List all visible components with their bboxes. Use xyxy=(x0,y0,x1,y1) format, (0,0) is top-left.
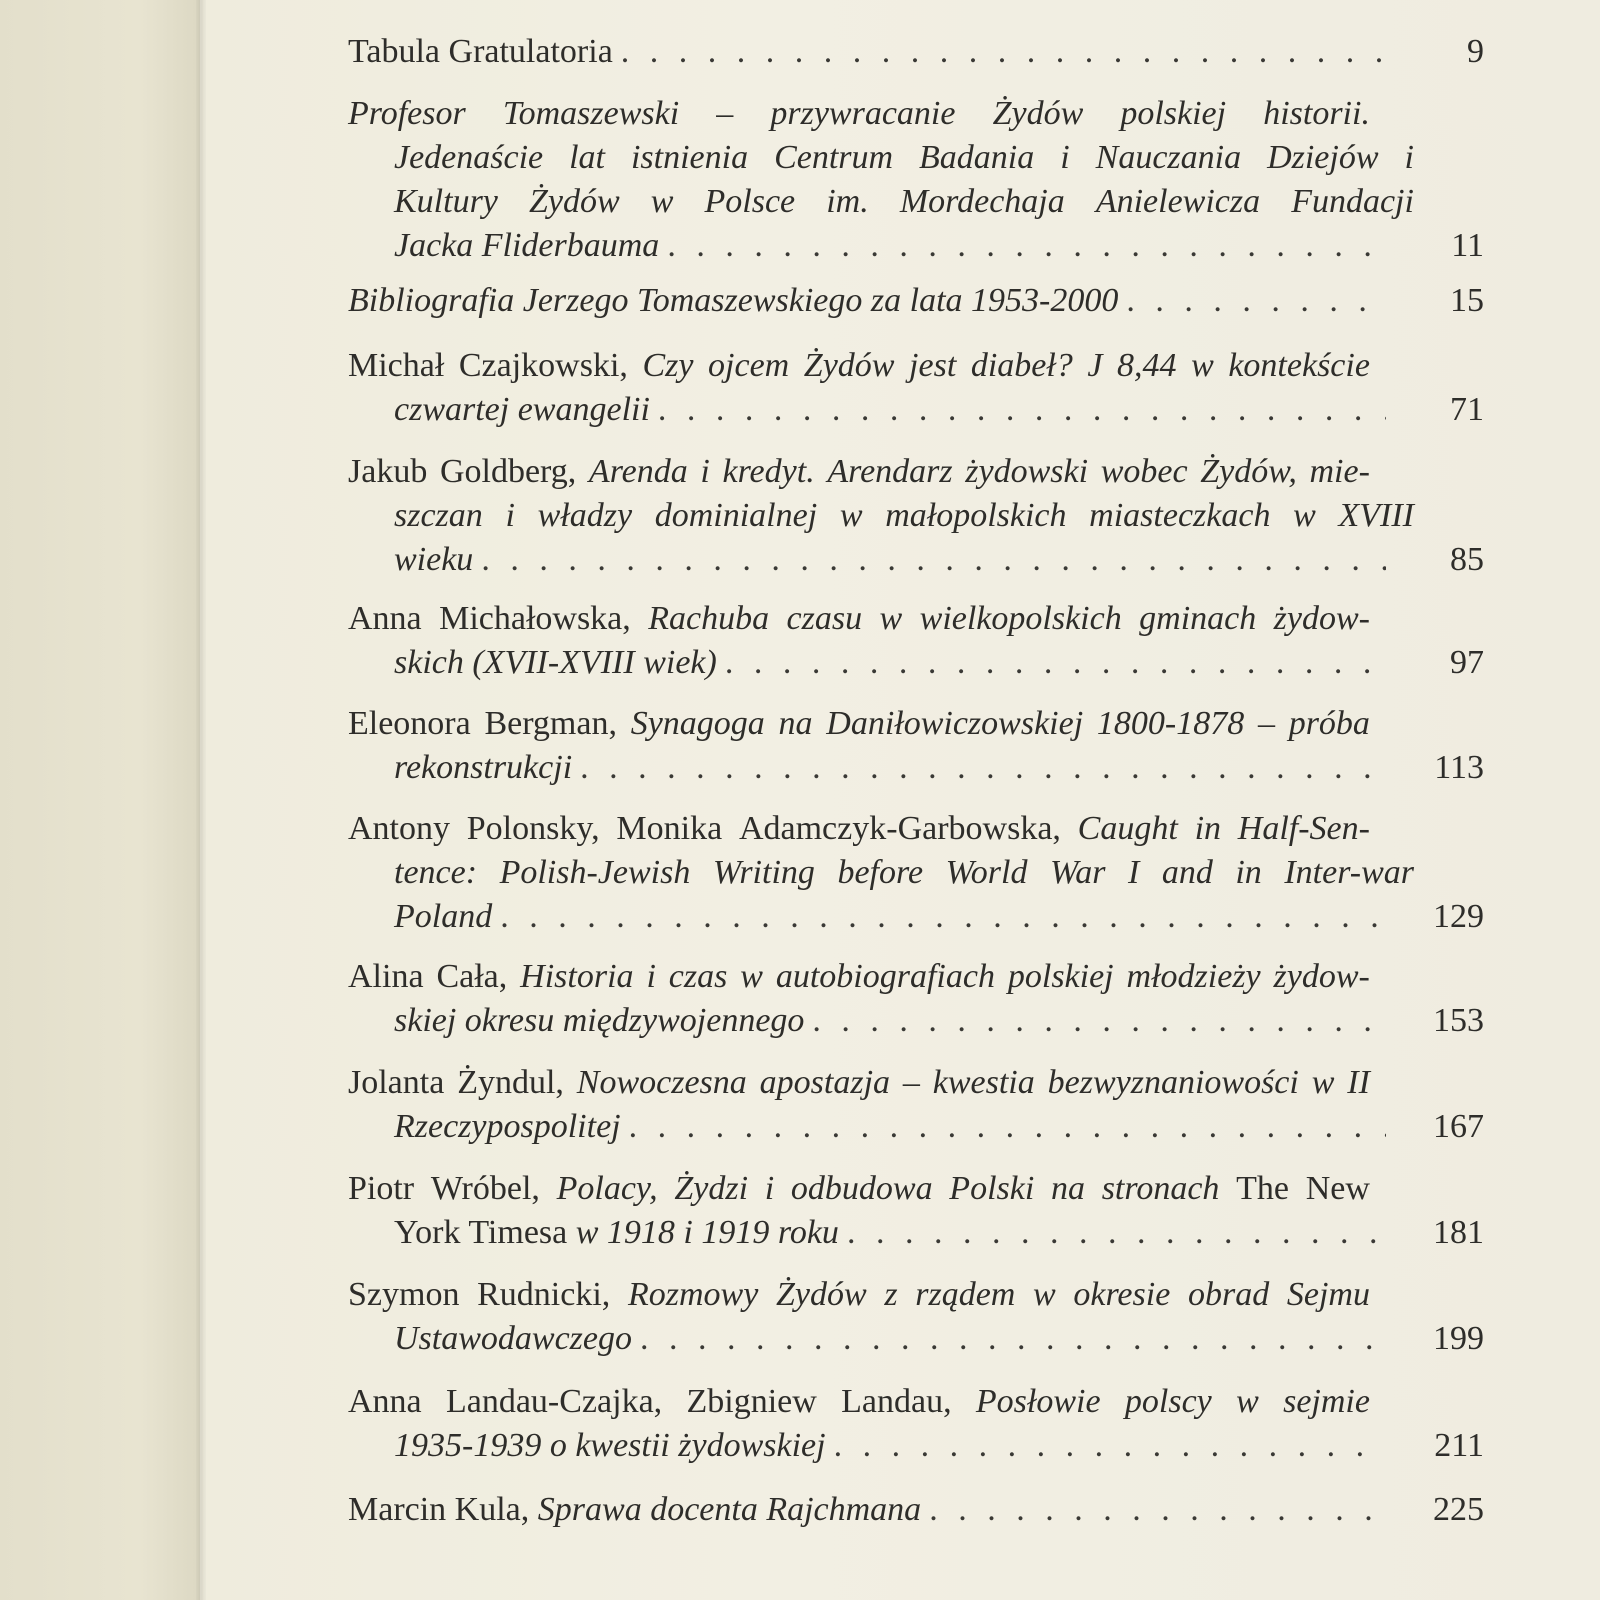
justified-word: Anna xyxy=(348,600,422,637)
justified-word: in xyxy=(1194,810,1222,847)
entry-text xyxy=(348,1488,921,1532)
toc-entry-line xyxy=(348,1273,1370,1317)
page-number: 71 xyxy=(1450,391,1484,428)
justified-word: i xyxy=(1404,139,1414,176)
page-number: 167 xyxy=(1433,1108,1484,1145)
entry-text xyxy=(348,30,613,74)
justified-word: Antony xyxy=(348,810,450,847)
entry-text xyxy=(394,999,804,1043)
justified-word: Goldberg, xyxy=(439,453,577,490)
entry-title-text: 1935-1939 o kwestii żydowskiej xyxy=(394,1427,826,1464)
entry-text xyxy=(394,1211,839,1255)
justified-word: żydowski xyxy=(965,453,1089,490)
justified-word: Writing xyxy=(712,854,815,891)
justified-word: – xyxy=(1257,705,1275,742)
justified-word: ojcem xyxy=(708,347,790,384)
justified-word: II xyxy=(1347,1064,1370,1101)
justified-word: gminach xyxy=(1139,600,1257,637)
toc-entry xyxy=(348,807,1484,939)
justified-word: w xyxy=(1191,347,1214,384)
toc-entry xyxy=(348,1380,1484,1468)
toc-entry-line xyxy=(348,597,1370,641)
toc-entry-last-line xyxy=(348,895,1484,939)
justified-word: dominialnej xyxy=(654,497,818,534)
justified-word: Anna xyxy=(348,1383,422,1420)
justified-word: Jolanta xyxy=(348,1064,445,1101)
justified-word: w xyxy=(1033,1276,1056,1313)
toc-entry xyxy=(348,597,1484,685)
toc-entry-last-line xyxy=(348,1105,1484,1149)
justified-word: Dziejów xyxy=(1267,139,1379,176)
entry-title-text: Rzeczypospolitej xyxy=(394,1108,621,1145)
justified-word: i xyxy=(764,1170,775,1207)
justified-word: New xyxy=(1305,1170,1370,1207)
justified-word: próba xyxy=(1288,705,1370,742)
justified-word: Szymon xyxy=(348,1276,460,1313)
justified-word: Zbigniew xyxy=(686,1383,817,1420)
entry-title-text: wieku xyxy=(394,541,474,578)
toc-entry-line xyxy=(348,1061,1370,1105)
justified-word: Arenda xyxy=(588,453,688,490)
justified-word: i xyxy=(700,453,710,490)
toc-entry-last-line xyxy=(348,1211,1484,1255)
dot-leader xyxy=(725,641,1386,685)
justified-word: Żydów xyxy=(775,1276,867,1313)
dot-leader xyxy=(834,1424,1386,1468)
entry-text xyxy=(394,746,572,790)
entry-title-text: czwartej ewangelii xyxy=(394,391,650,428)
justified-word: polskiej xyxy=(1120,95,1227,132)
toc-entry-line xyxy=(348,851,1414,895)
toc-entry xyxy=(348,344,1484,432)
toc-entry-last-line xyxy=(348,641,1484,685)
entry-text xyxy=(394,538,473,582)
page-number: 199 xyxy=(1433,1320,1484,1357)
entry-title-text: w 1918 i 1919 roku xyxy=(575,1214,839,1251)
justified-word: Profesor xyxy=(348,95,466,132)
justified-word: w xyxy=(740,958,763,995)
justified-word: Nauczania xyxy=(1095,139,1242,176)
page-number: 97 xyxy=(1450,644,1484,681)
justified-word: Żyndul, xyxy=(457,1064,564,1101)
justified-word: mie- xyxy=(1309,453,1370,490)
justified-word: – xyxy=(716,95,734,132)
toc-entry-last-line xyxy=(348,30,1484,74)
justified-word: bezwyznaniowości xyxy=(1047,1064,1299,1101)
justified-word: – xyxy=(902,1064,920,1101)
justified-word: before xyxy=(837,854,924,891)
page-number: 11 xyxy=(1451,227,1484,264)
justified-word: Historia xyxy=(520,958,634,995)
justified-word: Żydów xyxy=(528,183,620,220)
justified-word: I xyxy=(1127,854,1140,891)
justified-word: Sejmu xyxy=(1286,1276,1370,1313)
toc-entry xyxy=(348,30,1484,74)
dot-leader xyxy=(929,1488,1386,1532)
justified-word: w xyxy=(839,497,863,534)
justified-word: odbudowa xyxy=(790,1170,933,1207)
justified-word: Polsce xyxy=(704,183,796,220)
page-number: 225 xyxy=(1433,1491,1484,1528)
entry-title-text: Ustawodawczego xyxy=(394,1320,632,1357)
toc-entry-last-line xyxy=(348,279,1484,323)
entry-author-text: Tabula Gratulatoria xyxy=(348,33,613,70)
justified-word: Landau, xyxy=(841,1383,952,1420)
justified-word: w xyxy=(650,183,674,220)
dot-leader xyxy=(481,538,1386,582)
justified-word: Posłowie xyxy=(975,1383,1101,1420)
entry-text xyxy=(394,388,650,432)
justified-word: in xyxy=(1235,854,1262,891)
justified-word: w xyxy=(1311,1064,1335,1101)
page-number: 129 xyxy=(1433,898,1484,935)
justified-word: World xyxy=(945,854,1028,891)
toc-entry-last-line xyxy=(348,746,1484,790)
dot-leader xyxy=(847,1211,1386,1255)
page-number: 85 xyxy=(1450,541,1484,578)
justified-word: lat xyxy=(569,139,606,176)
justified-word: Monika xyxy=(616,810,723,847)
justified-word: Żydzi xyxy=(674,1170,749,1207)
toc-entry-line xyxy=(348,807,1370,851)
justified-word: War xyxy=(1050,854,1106,891)
justified-word: Inter-war xyxy=(1284,854,1414,891)
justified-word: Polonsky, xyxy=(466,810,600,847)
page-number: 113 xyxy=(1434,749,1484,786)
justified-word: Czajkowski, xyxy=(458,347,628,384)
toc-entry-line xyxy=(348,1167,1370,1211)
justified-word: i xyxy=(1060,139,1070,176)
justified-word: małopolskich xyxy=(885,497,1067,534)
book-gutter xyxy=(196,0,206,1600)
toc-entry-last-line xyxy=(348,538,1484,582)
justified-word: 1800-1878 xyxy=(1096,705,1245,742)
justified-word: Rozmowy xyxy=(627,1276,759,1313)
justified-word: na xyxy=(1050,1170,1085,1207)
toc-entry-last-line xyxy=(348,388,1484,432)
justified-word: Bergman, xyxy=(484,705,617,742)
dot-leader xyxy=(640,1317,1386,1361)
justified-word: Jakub xyxy=(348,453,428,490)
justified-word: Wróbel, xyxy=(430,1170,540,1207)
justified-word: czas xyxy=(668,958,728,995)
justified-word: wielkopolskich xyxy=(919,600,1122,637)
toc-entry xyxy=(348,1167,1484,1255)
justified-word: kontekście xyxy=(1228,347,1370,384)
page-number: 9 xyxy=(1467,33,1484,70)
dot-leader xyxy=(667,224,1386,268)
justified-word: rządem xyxy=(915,1276,1016,1313)
toc-entry-line xyxy=(348,955,1370,999)
justified-word: Mordechaja xyxy=(899,183,1065,220)
justified-word: polskiej xyxy=(1007,958,1114,995)
justified-word: wobec xyxy=(1100,453,1188,490)
justified-word: Kultury xyxy=(394,183,498,220)
entry-text xyxy=(394,1317,632,1361)
toc-entry-last-line xyxy=(348,1488,1484,1532)
toc-entry-last-line xyxy=(348,1424,1484,1468)
dot-leader xyxy=(580,746,1386,790)
justified-word: Eleonora xyxy=(348,705,471,742)
justified-word: historii. xyxy=(1263,95,1370,132)
justified-word: Żydów xyxy=(992,95,1084,132)
justified-word: obrad xyxy=(1187,1276,1270,1313)
entry-text xyxy=(394,1424,826,1468)
justified-word: Landau-Czajka, xyxy=(445,1383,663,1420)
justified-word: Cała, xyxy=(436,958,508,995)
justified-word: XVIII xyxy=(1338,497,1414,534)
justified-word: Half-Sen- xyxy=(1237,810,1370,847)
justified-word: diabeł? xyxy=(970,347,1073,384)
dot-leader xyxy=(621,30,1386,74)
justified-word: im. xyxy=(826,183,869,220)
entry-title-text: Sprawa docenta Rajchmana xyxy=(537,1491,922,1528)
justified-word: and xyxy=(1161,854,1213,891)
toc-entry-last-line xyxy=(348,999,1484,1043)
justified-word: Fundacji xyxy=(1291,183,1414,220)
dot-leader xyxy=(629,1105,1386,1149)
justified-word: Nowoczesna xyxy=(576,1064,747,1101)
dot-leader xyxy=(1126,279,1386,323)
justified-word: Jedenaście xyxy=(394,139,544,176)
toc-entry-last-line xyxy=(348,224,1484,268)
justified-word: istnienia xyxy=(630,139,749,176)
justified-word: Żydów xyxy=(803,347,895,384)
toc-entry-line xyxy=(348,344,1370,388)
dot-leader xyxy=(812,999,1386,1043)
justified-word: Alina xyxy=(348,958,424,995)
justified-word: z xyxy=(884,1276,898,1313)
toc-entry-line xyxy=(348,1380,1370,1424)
justified-word: Polski xyxy=(949,1170,1035,1207)
entry-text xyxy=(394,895,492,939)
justified-word: Arendarz xyxy=(827,453,953,490)
toc-entry-line xyxy=(348,494,1414,538)
justified-word: J xyxy=(1087,347,1103,384)
justified-word: Anielewicza xyxy=(1095,183,1261,220)
justified-word: Caught xyxy=(1077,810,1178,847)
justified-word: Michałowska, xyxy=(439,600,631,637)
justified-word: Daniłowiczowskiej xyxy=(826,705,1084,742)
entry-title-text: rekonstrukcji xyxy=(394,749,573,786)
justified-word: The xyxy=(1236,1170,1289,1207)
justified-word: Polish-Jewish xyxy=(499,854,691,891)
justified-word: w xyxy=(879,600,903,637)
justified-word: sejmie xyxy=(1283,1383,1370,1420)
toc-entry xyxy=(348,450,1484,582)
justified-word: okresie xyxy=(1073,1276,1171,1313)
toc-entry xyxy=(348,1061,1484,1149)
justified-word: szczan xyxy=(394,497,483,534)
justified-word: żydow- xyxy=(1273,958,1370,995)
dot-leader xyxy=(658,388,1386,432)
toc-entry xyxy=(348,1488,1484,1532)
justified-word: Michał xyxy=(348,347,445,384)
justified-word: Centrum xyxy=(774,139,894,176)
entry-title-text: Jacka Fliderbauma xyxy=(394,227,660,264)
justified-word: w xyxy=(1236,1383,1259,1420)
toc-entry xyxy=(348,1273,1484,1361)
justified-word: żydow- xyxy=(1273,600,1370,637)
entry-author-text: York Timesa xyxy=(394,1214,576,1251)
justified-word: autobiografiach xyxy=(775,958,995,995)
entry-text xyxy=(394,641,717,685)
justified-word: Adamczyk-Garbowska, xyxy=(738,810,1061,847)
justified-word: polscy xyxy=(1124,1383,1212,1420)
justified-word: 8,44 xyxy=(1117,347,1177,384)
justified-word: przywracanie xyxy=(770,95,956,132)
left-page-edge xyxy=(0,0,200,1600)
entry-text xyxy=(394,224,659,268)
justified-word: Rudnicki, xyxy=(477,1276,611,1313)
justified-word: władzy xyxy=(537,497,633,534)
page-number: 181 xyxy=(1433,1214,1484,1251)
page-number: 15 xyxy=(1450,282,1484,319)
toc-entry-line xyxy=(348,702,1370,746)
justified-word: Polacy, xyxy=(556,1170,658,1207)
page-number: 211 xyxy=(1434,1427,1484,1464)
toc-entry-line xyxy=(348,92,1370,136)
justified-word: jest xyxy=(909,347,957,384)
justified-word: Piotr xyxy=(348,1170,415,1207)
justified-word: i xyxy=(505,497,515,534)
justified-word: stronach xyxy=(1101,1170,1220,1207)
toc-entry xyxy=(348,92,1484,268)
justified-word: i xyxy=(646,958,656,995)
justified-word: tence: xyxy=(394,854,478,891)
justified-word: Czy xyxy=(642,347,694,384)
justified-word: czasu xyxy=(786,600,863,637)
entry-title-text: Bibliografia Jerzego Tomaszewskiego za lata 1953-2000 xyxy=(348,282,1119,319)
toc-entry xyxy=(348,955,1484,1043)
entry-title-text: Poland xyxy=(394,898,493,935)
justified-word: miasteczkach xyxy=(1089,497,1271,534)
justified-word: na xyxy=(778,705,813,742)
entry-title-text: skich (XVII-XVIII wiek) xyxy=(394,644,717,681)
toc-entry xyxy=(348,702,1484,790)
justified-word: w xyxy=(1293,497,1316,534)
justified-word: kwestia xyxy=(932,1064,1035,1101)
justified-word: Badania xyxy=(919,139,1035,176)
entry-text xyxy=(394,1105,621,1149)
justified-word: kredyt. xyxy=(722,453,815,490)
justified-word: apostazja xyxy=(759,1064,891,1101)
toc-entry-line xyxy=(348,136,1414,180)
entry-author-text: Marcin Kula, xyxy=(348,1491,538,1528)
dot-leader xyxy=(500,895,1386,939)
toc-entry-line xyxy=(348,180,1414,224)
justified-word: Żydów, xyxy=(1200,453,1297,490)
justified-word: młodzieży xyxy=(1126,958,1261,995)
justified-word: Rachuba xyxy=(648,600,770,637)
page-number: 153 xyxy=(1433,1002,1484,1039)
toc-entry-last-line xyxy=(348,1317,1484,1361)
toc-entry-line xyxy=(348,450,1370,494)
entry-text xyxy=(348,279,1118,323)
toc-entry xyxy=(348,279,1484,323)
justified-word: Tomaszewski xyxy=(502,95,680,132)
entry-title-text: skiej okresu międzywojennego xyxy=(394,1002,805,1039)
justified-word: Synagoga xyxy=(630,705,765,742)
